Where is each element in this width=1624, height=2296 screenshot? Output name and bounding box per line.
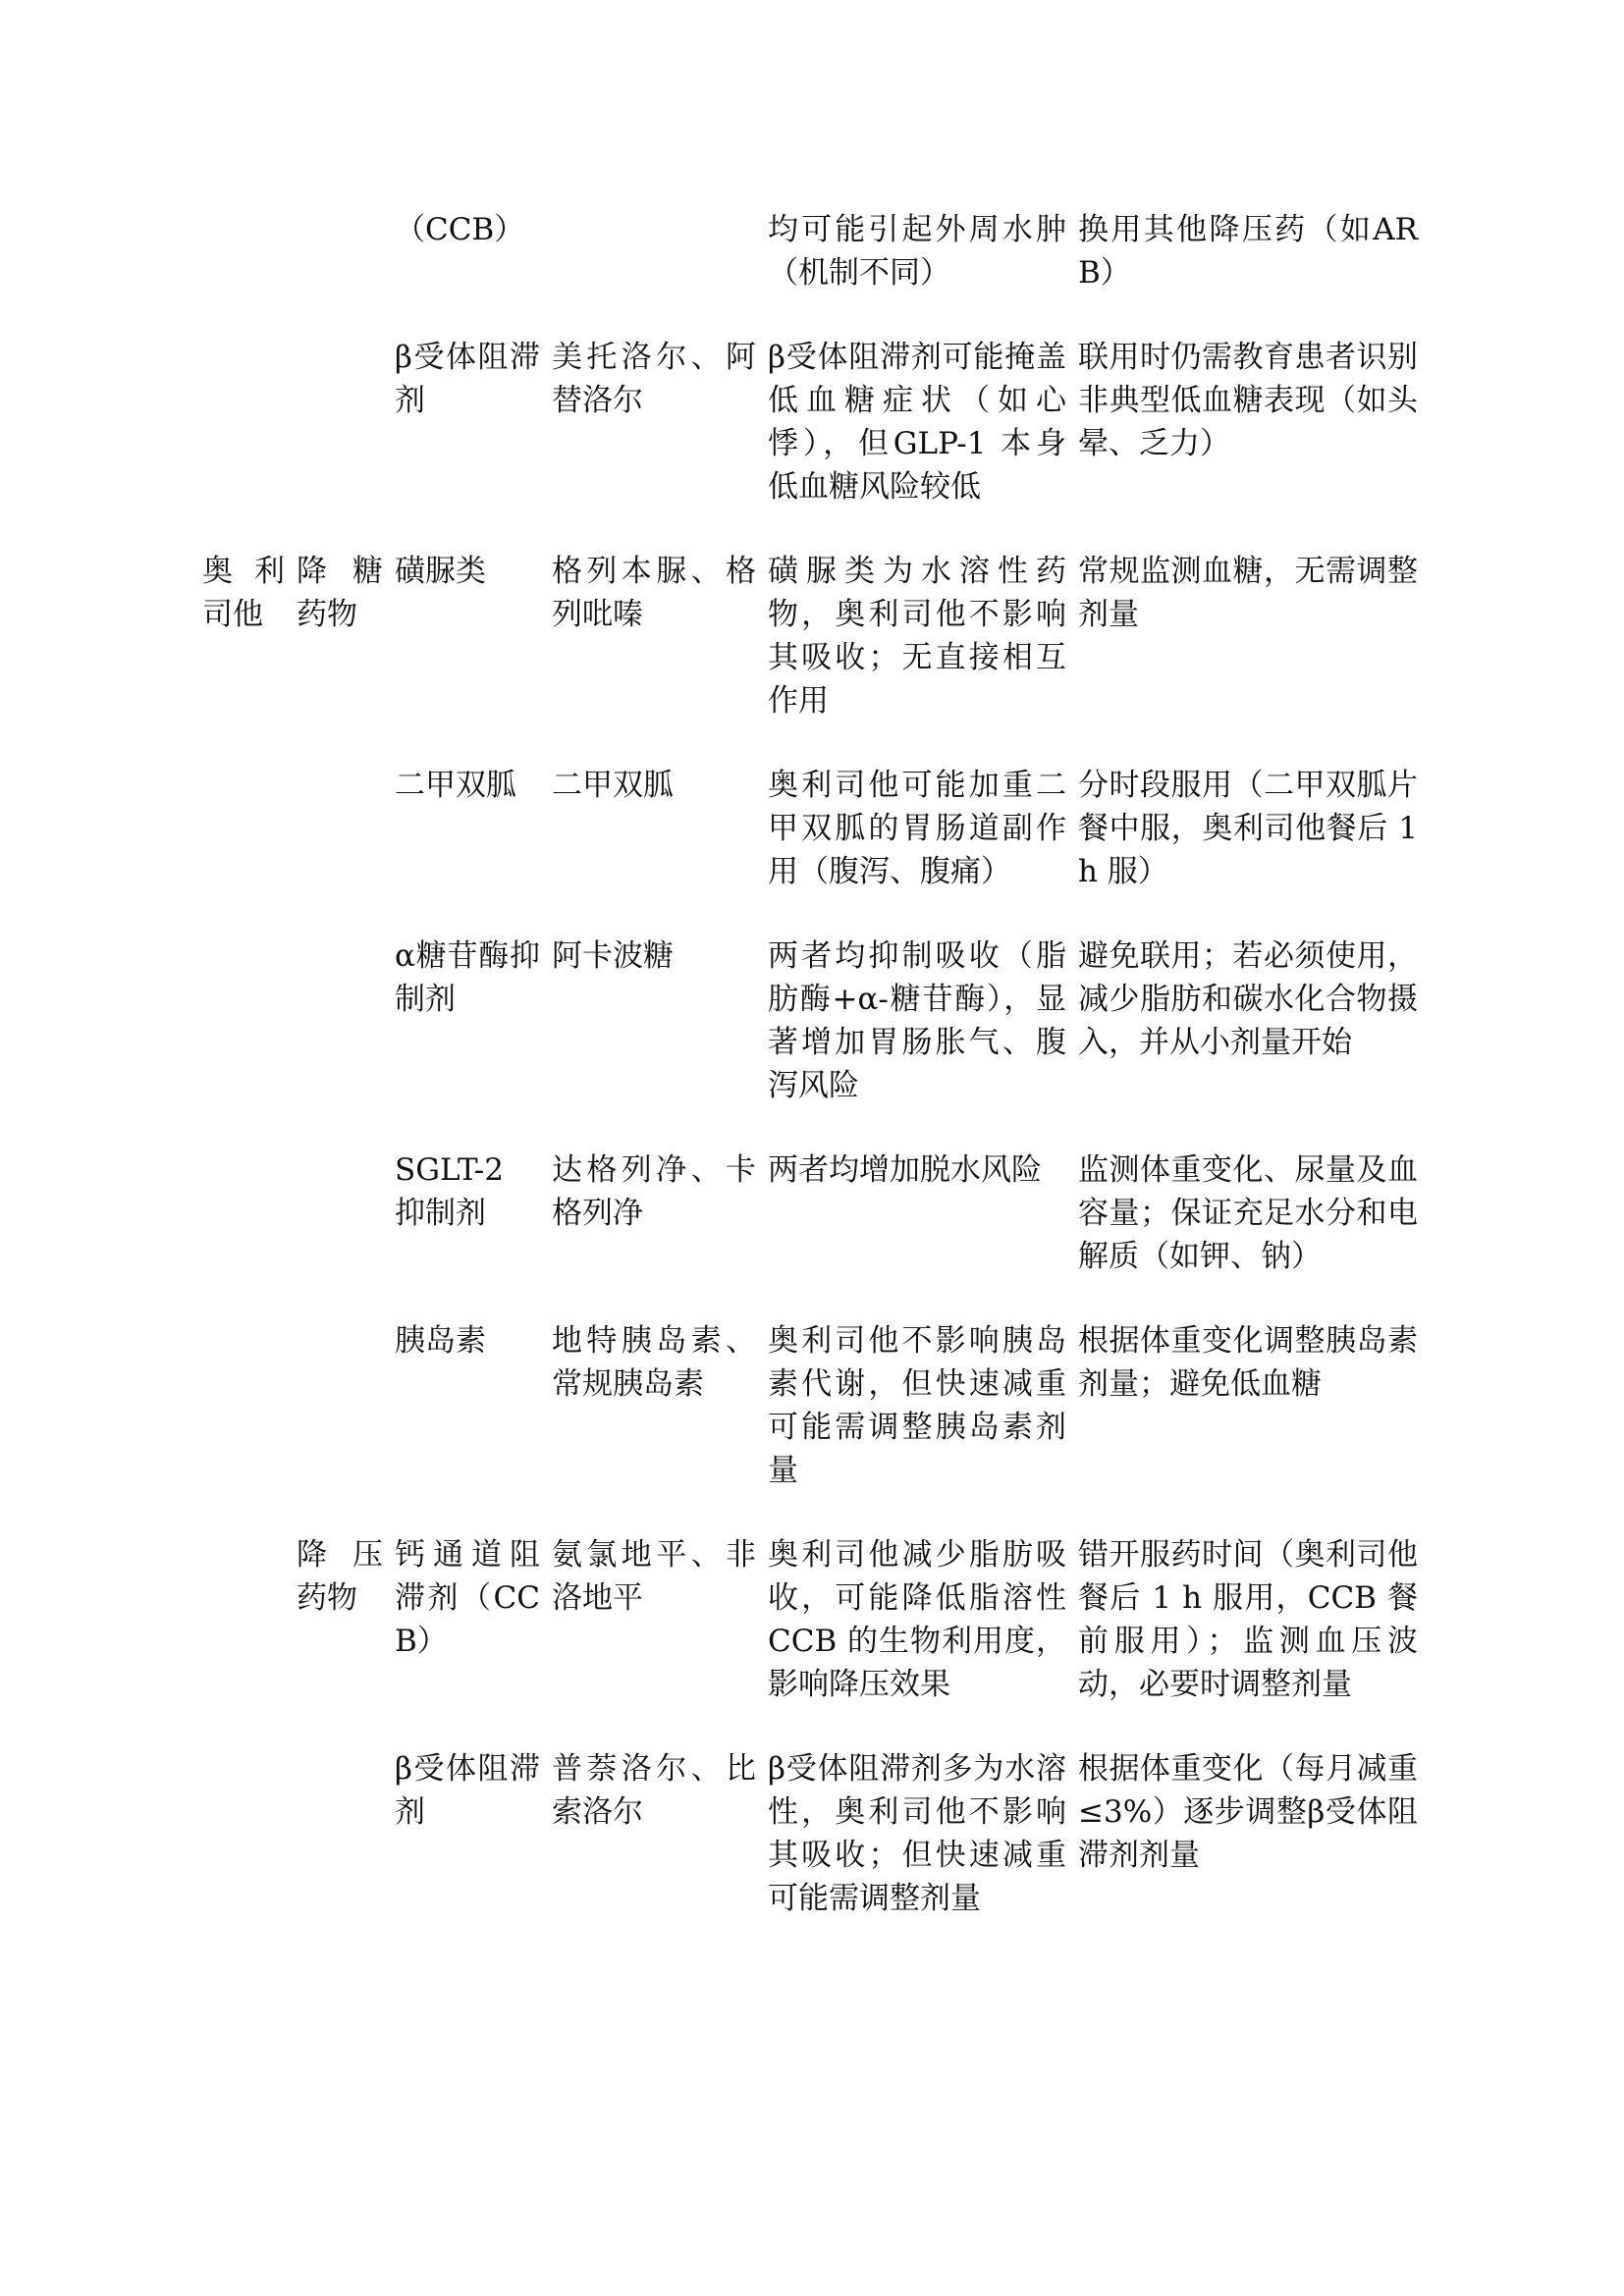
category-cell xyxy=(291,336,389,550)
examples-cell: 达格列净、卡格列净 xyxy=(552,1152,756,1231)
examples-cell: 氨氯地平、非洛地平 xyxy=(552,1537,756,1616)
recommendation-cell: 根据体重变化调整胰岛素剂量；避免低血糖 xyxy=(1078,1323,1418,1402)
table-row xyxy=(196,208,1424,336)
examples-cell: 地特胰岛素、常规胰岛素 xyxy=(552,1323,756,1402)
category-cell xyxy=(291,208,389,336)
drug-cell xyxy=(196,1533,291,1747)
category-cell xyxy=(291,764,389,934)
table-row xyxy=(196,1319,1424,1533)
drug-cell xyxy=(196,1319,291,1533)
subclass-cell: β受体阻滞剂 xyxy=(395,1751,540,1830)
subclass-cell: 磺脲类 xyxy=(395,554,486,589)
interaction-cell: 奥利司他不影响胰岛素代谢，但快速减重可能需调整胰岛素剂量 xyxy=(768,1323,1066,1488)
examples-cell: 阿卡波糖 xyxy=(552,938,674,974)
subclass-cell: 胰岛素 xyxy=(395,1323,486,1359)
subclass-cell: SGLT-2 抑制剂 xyxy=(395,1152,504,1231)
table-row xyxy=(196,1533,1424,1747)
category-cell xyxy=(291,1747,389,1961)
drug-cell: 奥利司他 xyxy=(202,554,285,632)
interaction-cell: 两者均增加脱水风险 xyxy=(768,1152,1042,1188)
subclass-cell: 二甲双胍 xyxy=(395,768,516,803)
drug-cell xyxy=(196,208,291,336)
recommendation-cell: 常规监测血糖，无需调整剂量 xyxy=(1078,554,1418,632)
recommendation-cell: 分时段服用（二甲双胍片餐中服，奥利司他餐后 1 h 服） xyxy=(1078,768,1418,889)
category-cell: 降糖药物 xyxy=(297,554,383,632)
recommendation-cell: 避免联用；若必须使用，减少脂肪和碳水化合物摄入，并从小剂量开始 xyxy=(1078,938,1418,1060)
drug-cell xyxy=(196,336,291,550)
table-row xyxy=(196,934,1424,1148)
examples-cell: 美托洛尔、阿替洛尔 xyxy=(552,340,756,418)
recommendation-cell: 联用时仍需教育患者识别非典型低血糖表现（如头晕、乏力） xyxy=(1078,340,1418,461)
subclass-cell: α糖苷酶抑制剂 xyxy=(395,938,540,1017)
table-row xyxy=(196,1148,1424,1319)
category-cell xyxy=(291,934,389,1148)
subclass-cell: β受体阻滞剂 xyxy=(395,340,540,418)
interaction-cell: 均可能引起外周水肿（机制不同） xyxy=(768,212,1066,291)
interaction-cell: 奥利司他可能加重二甲双胍的胃肠道副作用（腹泻、腹痛） xyxy=(768,768,1066,889)
subclass-cell: （CCB） xyxy=(395,212,525,247)
interaction-cell: 奥利司他减少脂肪吸收，可能降低脂溶性 CCB 的生物利用度，影响降压效果 xyxy=(768,1537,1066,1702)
examples-cell: 普萘洛尔、比索洛尔 xyxy=(552,1751,756,1830)
examples-cell xyxy=(546,208,762,336)
category-cell xyxy=(291,1319,389,1533)
interaction-cell: 两者均抑制吸收（脂肪酶+α-糖苷酶），显著增加胃肠胀气、腹泻风险 xyxy=(768,938,1066,1103)
category-cell: 降压药物 xyxy=(297,1537,383,1616)
recommendation-cell: 根据体重变化（每月减重≤3%）逐步调整β受体阻滞剂剂量 xyxy=(1078,1751,1418,1873)
table-row xyxy=(196,550,1424,764)
recommendation-cell: 错开服药时间（奥利司他餐后 1 h 服用，CCB 餐前服用）；监测血压波动，必要时调整剂量 xyxy=(1078,1537,1418,1702)
category-cell xyxy=(291,1148,389,1319)
drug-cell xyxy=(196,934,291,1148)
examples-cell: 格列本脲、格列吡嗪 xyxy=(552,554,756,632)
drug-interaction-table xyxy=(196,208,1424,1961)
recommendation-cell: 换用其他降压药（如ARB） xyxy=(1078,212,1418,291)
drug-cell xyxy=(196,1148,291,1319)
interaction-cell: β受体阻滞剂多为水溶性，奥利司他不影响其吸收；但快速减重可能需调整剂量 xyxy=(768,1751,1066,1916)
examples-cell: 二甲双胍 xyxy=(552,768,674,803)
interaction-cell: 磺脲类为水溶性药物，奥利司他不影响其吸收；无直接相互作用 xyxy=(768,554,1066,719)
table-row xyxy=(196,336,1424,550)
recommendation-cell: 监测体重变化、尿量及血容量；保证充足水分和电解质（如钾、钠） xyxy=(1078,1152,1418,1274)
interaction-cell: β受体阻滞剂可能掩盖低血糖症状（如心悸），但GLP-1 本身低血糖风险较低 xyxy=(768,340,1066,505)
drug-cell xyxy=(196,764,291,934)
table-row xyxy=(196,764,1424,934)
drug-cell xyxy=(196,1747,291,1961)
subclass-cell: 钙通道阻滞剂（CCB） xyxy=(395,1537,540,1659)
table-row xyxy=(196,1747,1424,1961)
